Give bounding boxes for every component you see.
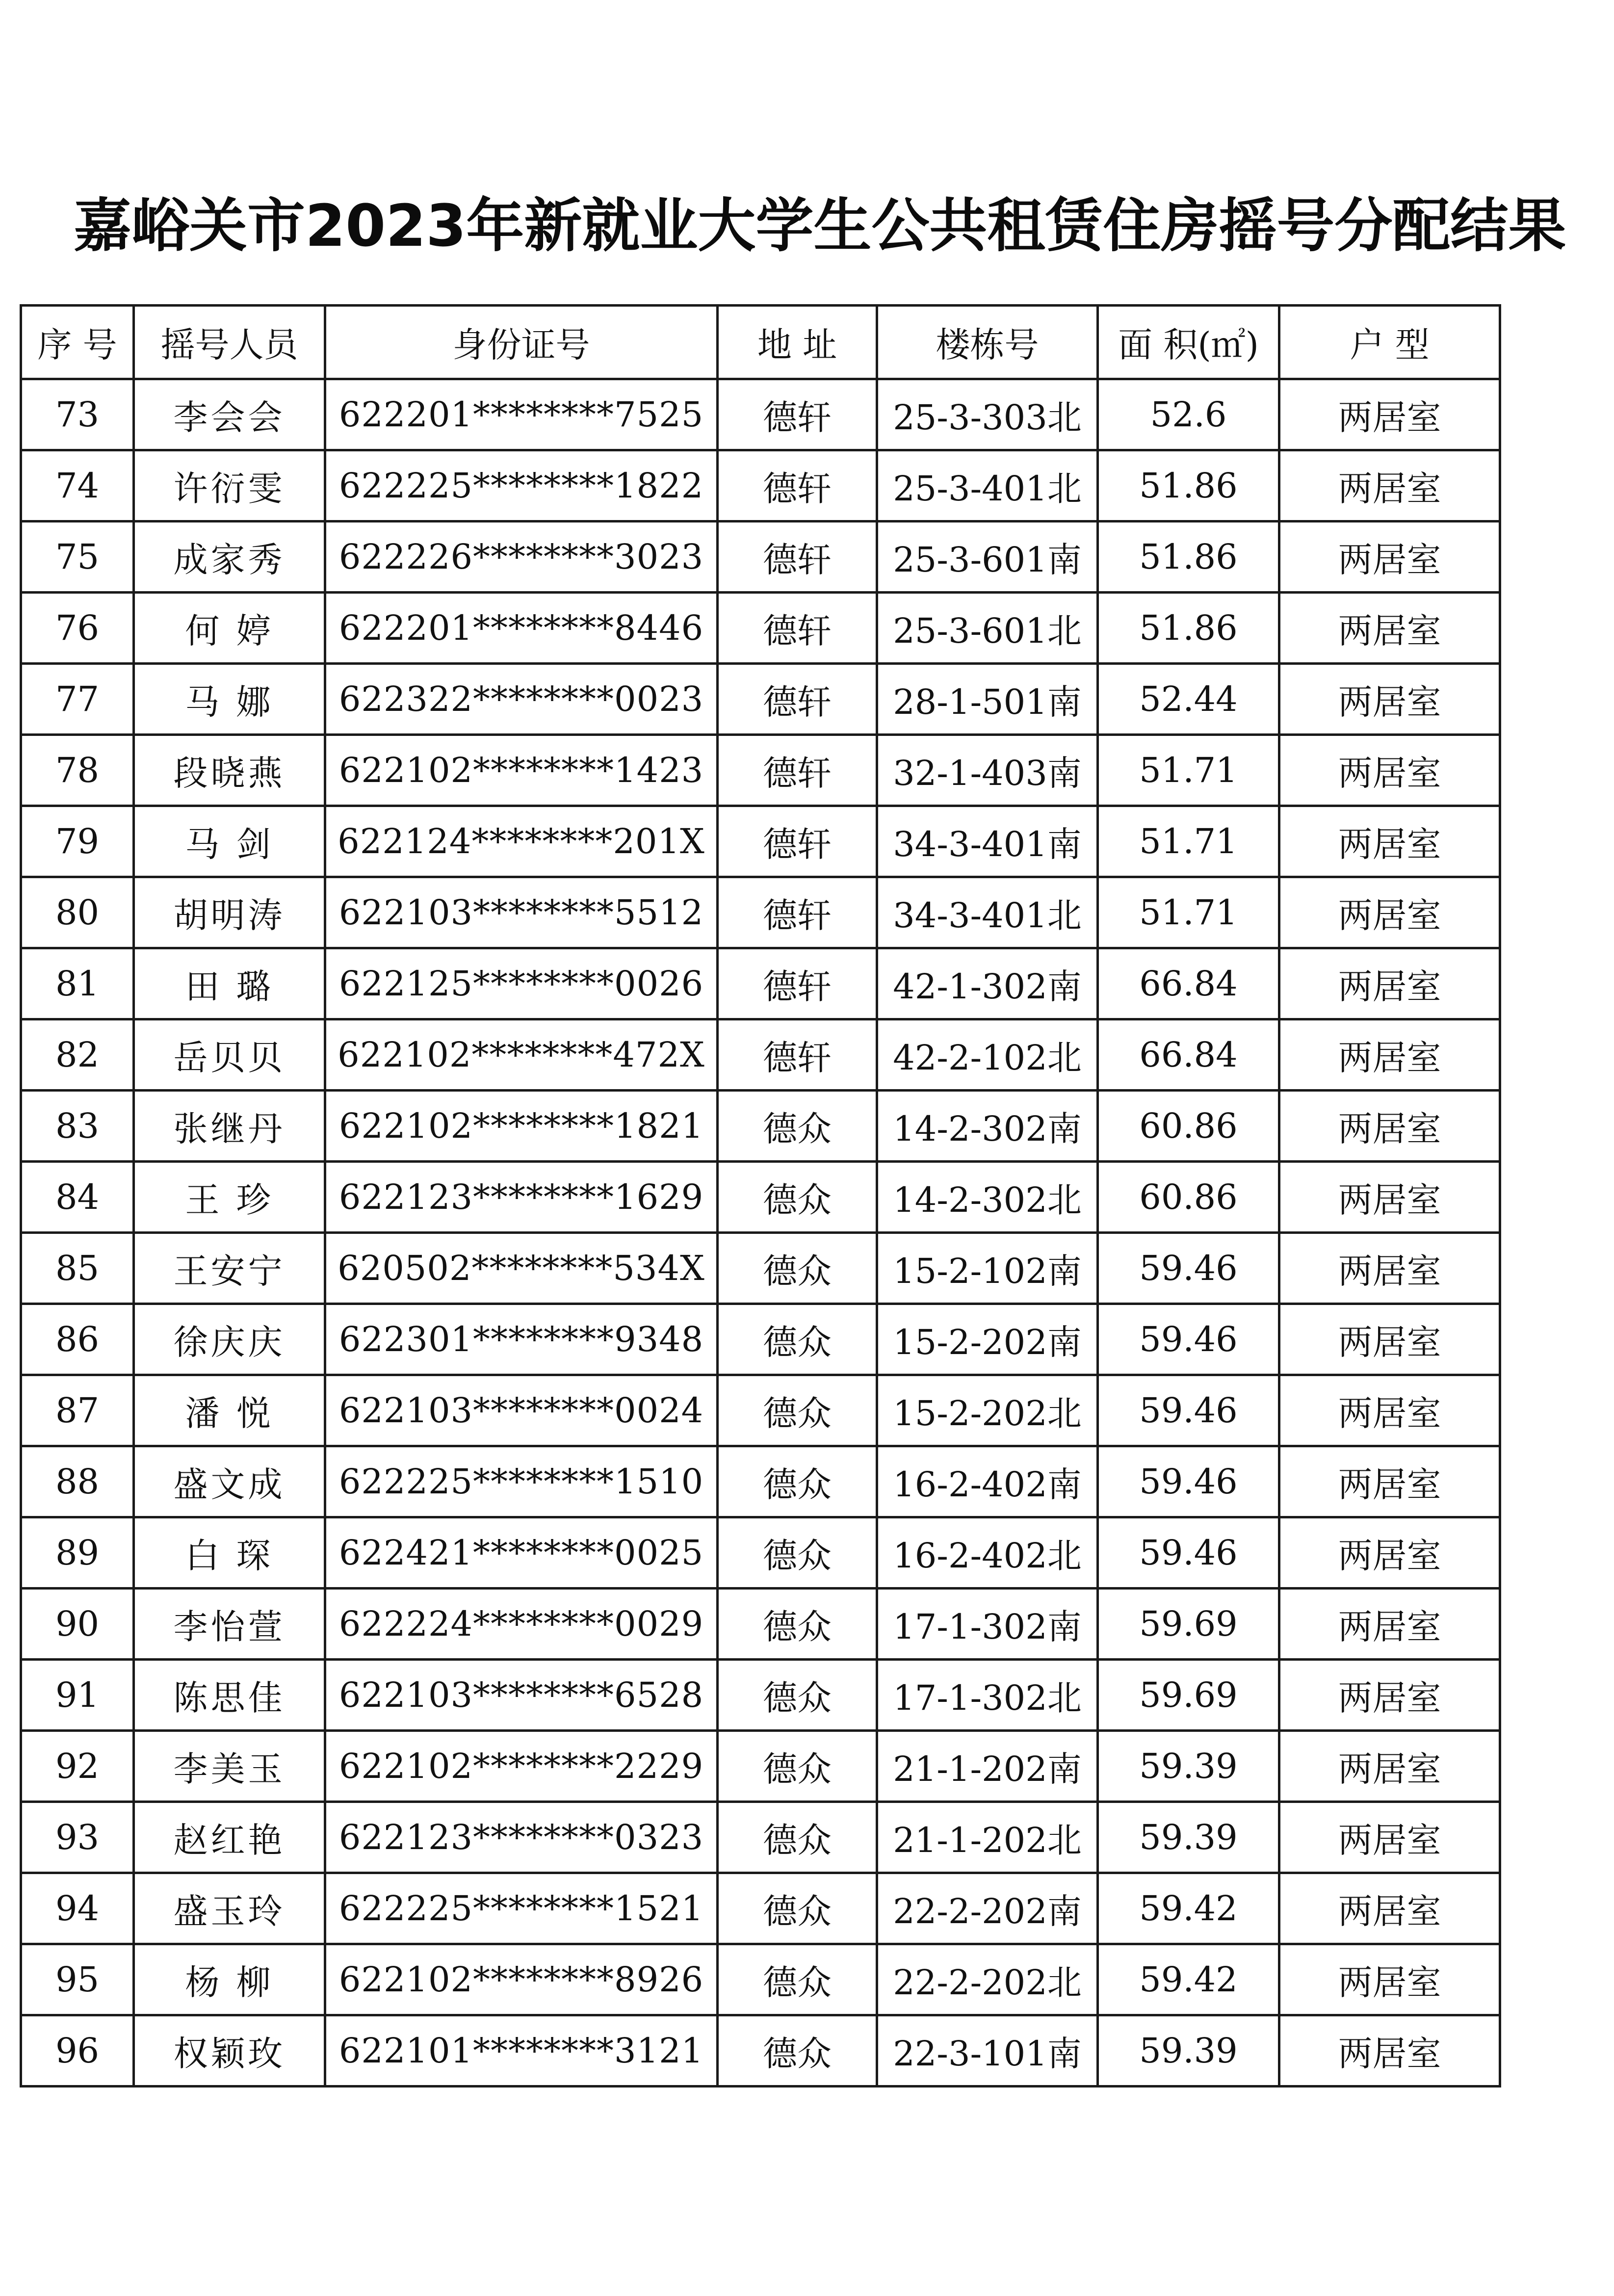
table-row bbox=[21, 1660, 1500, 1731]
cell-building: 15-2-102南 bbox=[877, 1233, 1098, 1304]
cell-id-number: 622102********1423 bbox=[325, 735, 718, 806]
cell-seq: 74 bbox=[21, 450, 134, 522]
cell-seq: 86 bbox=[21, 1304, 134, 1375]
cell-address: 德轩 bbox=[718, 877, 877, 948]
cell-building: 22-2-202北 bbox=[877, 1944, 1098, 2015]
cell-area: 59.69 bbox=[1098, 1660, 1279, 1731]
cell-seq: 73 bbox=[21, 379, 134, 450]
cell-area: 59.42 bbox=[1098, 1873, 1279, 1944]
header-type: 户 型 bbox=[1279, 306, 1500, 379]
cell-address: 德轩 bbox=[718, 806, 877, 877]
cell-id-number: 622124********201X bbox=[325, 806, 718, 877]
cell-building: 15-2-202南 bbox=[877, 1304, 1098, 1375]
table-row bbox=[21, 522, 1500, 593]
table-row bbox=[21, 2015, 1500, 2087]
cell-name: 张继丹 bbox=[134, 1091, 325, 1162]
table-row bbox=[21, 1446, 1500, 1517]
cell-building: 22-3-101南 bbox=[877, 2015, 1098, 2087]
cell-area: 59.46 bbox=[1098, 1446, 1279, 1517]
table-row bbox=[21, 1589, 1500, 1660]
cell-address: 德众 bbox=[718, 1517, 877, 1589]
cell-type: 两居室 bbox=[1279, 664, 1500, 735]
table-row bbox=[21, 806, 1500, 877]
cell-id-number: 622225********1521 bbox=[325, 1873, 718, 1944]
header-id: 身份证号 bbox=[325, 306, 718, 379]
cell-id-number: 622225********1510 bbox=[325, 1446, 718, 1517]
cell-seq: 91 bbox=[21, 1660, 134, 1731]
cell-id-number: 622103********5512 bbox=[325, 877, 718, 948]
cell-area: 52.6 bbox=[1098, 379, 1279, 450]
cell-address: 德轩 bbox=[718, 379, 877, 450]
cell-name: 王 珍 bbox=[134, 1162, 325, 1233]
cell-seq: 88 bbox=[21, 1446, 134, 1517]
cell-area: 59.46 bbox=[1098, 1517, 1279, 1589]
cell-building: 17-1-302北 bbox=[877, 1660, 1098, 1731]
cell-id-number: 622421********0025 bbox=[325, 1517, 718, 1589]
cell-type: 两居室 bbox=[1279, 1660, 1500, 1731]
cell-name: 陈思佳 bbox=[134, 1660, 325, 1731]
cell-type: 两居室 bbox=[1279, 1375, 1500, 1446]
cell-name: 段晓燕 bbox=[134, 735, 325, 806]
cell-name: 许衍雯 bbox=[134, 450, 325, 522]
cell-id-number: 622102********472X bbox=[325, 1019, 718, 1091]
cell-area: 59.39 bbox=[1098, 1731, 1279, 1802]
cell-type: 两居室 bbox=[1279, 593, 1500, 664]
table-body bbox=[21, 379, 1500, 2087]
table-row bbox=[21, 1091, 1500, 1162]
table-row bbox=[21, 1375, 1500, 1446]
cell-seq: 77 bbox=[21, 664, 134, 735]
cell-type: 两居室 bbox=[1279, 1233, 1500, 1304]
cell-building: 16-2-402北 bbox=[877, 1517, 1098, 1589]
cell-seq: 93 bbox=[21, 1802, 134, 1873]
header-area: 面 积(㎡) bbox=[1098, 306, 1279, 379]
cell-name: 成家秀 bbox=[134, 522, 325, 593]
cell-area: 51.71 bbox=[1098, 806, 1279, 877]
cell-id-number: 622301********9348 bbox=[325, 1304, 718, 1375]
cell-name: 权颖玫 bbox=[134, 2015, 325, 2087]
cell-name: 王安宁 bbox=[134, 1233, 325, 1304]
cell-address: 德众 bbox=[718, 1802, 877, 1873]
cell-area: 59.69 bbox=[1098, 1589, 1279, 1660]
table-row bbox=[21, 735, 1500, 806]
cell-seq: 82 bbox=[21, 1019, 134, 1091]
cell-building: 14-2-302南 bbox=[877, 1091, 1098, 1162]
cell-address: 德轩 bbox=[718, 593, 877, 664]
table-row bbox=[21, 450, 1500, 522]
cell-area: 66.84 bbox=[1098, 948, 1279, 1019]
cell-building: 28-1-501南 bbox=[877, 664, 1098, 735]
cell-building: 22-2-202南 bbox=[877, 1873, 1098, 1944]
cell-address: 德众 bbox=[718, 1091, 877, 1162]
cell-address: 德众 bbox=[718, 1944, 877, 2015]
table-row bbox=[21, 1233, 1500, 1304]
header-name: 摇号人员 bbox=[134, 306, 325, 379]
cell-seq: 89 bbox=[21, 1517, 134, 1589]
cell-seq: 83 bbox=[21, 1091, 134, 1162]
cell-name: 岳贝贝 bbox=[134, 1019, 325, 1091]
cell-type: 两居室 bbox=[1279, 1019, 1500, 1091]
table-row bbox=[21, 1731, 1500, 1802]
cell-address: 德众 bbox=[718, 1731, 877, 1802]
cell-type: 两居室 bbox=[1279, 1304, 1500, 1375]
cell-id-number: 622101********3121 bbox=[325, 2015, 718, 2087]
allocation-table bbox=[20, 304, 1501, 2087]
cell-type: 两居室 bbox=[1279, 735, 1500, 806]
cell-area: 60.86 bbox=[1098, 1091, 1279, 1162]
cell-address: 德轩 bbox=[718, 948, 877, 1019]
table-header-row bbox=[21, 306, 1500, 379]
cell-type: 两居室 bbox=[1279, 1944, 1500, 2015]
cell-area: 52.44 bbox=[1098, 664, 1279, 735]
cell-address: 德众 bbox=[718, 1162, 877, 1233]
cell-name: 何 婷 bbox=[134, 593, 325, 664]
cell-id-number: 622224********0029 bbox=[325, 1589, 718, 1660]
cell-area: 59.46 bbox=[1098, 1375, 1279, 1446]
cell-building: 34-3-401北 bbox=[877, 877, 1098, 948]
cell-name: 马 剑 bbox=[134, 806, 325, 877]
cell-name: 马 娜 bbox=[134, 664, 325, 735]
cell-address: 德众 bbox=[718, 1589, 877, 1660]
table-row bbox=[21, 1802, 1500, 1873]
cell-type: 两居室 bbox=[1279, 806, 1500, 877]
cell-seq: 78 bbox=[21, 735, 134, 806]
header-building: 楼栋号 bbox=[877, 306, 1098, 379]
cell-building: 17-1-302南 bbox=[877, 1589, 1098, 1660]
cell-type: 两居室 bbox=[1279, 1517, 1500, 1589]
cell-seq: 87 bbox=[21, 1375, 134, 1446]
cell-name: 赵红艳 bbox=[134, 1802, 325, 1873]
table-row bbox=[21, 593, 1500, 664]
cell-name: 李怡萱 bbox=[134, 1589, 325, 1660]
cell-area: 59.46 bbox=[1098, 1233, 1279, 1304]
cell-seq: 81 bbox=[21, 948, 134, 1019]
cell-building: 25-3-303北 bbox=[877, 379, 1098, 450]
table-row bbox=[21, 1517, 1500, 1589]
table-row bbox=[21, 1873, 1500, 1944]
cell-address: 德众 bbox=[718, 2015, 877, 2087]
header-seq: 序 号 bbox=[21, 306, 134, 379]
cell-id-number: 622123********1629 bbox=[325, 1162, 718, 1233]
cell-id-number: 622226********3023 bbox=[325, 522, 718, 593]
table-row bbox=[21, 1304, 1500, 1375]
cell-id-number: 622201********8446 bbox=[325, 593, 718, 664]
cell-type: 两居室 bbox=[1279, 877, 1500, 948]
cell-type: 两居室 bbox=[1279, 1589, 1500, 1660]
cell-id-number: 622225********1822 bbox=[325, 450, 718, 522]
cell-area: 59.39 bbox=[1098, 2015, 1279, 2087]
cell-id-number: 622102********1821 bbox=[325, 1091, 718, 1162]
cell-seq: 80 bbox=[21, 877, 134, 948]
cell-id-number: 622201********7525 bbox=[325, 379, 718, 450]
header-address: 地 址 bbox=[718, 306, 877, 379]
cell-type: 两居室 bbox=[1279, 2015, 1500, 2087]
cell-address: 德众 bbox=[718, 1375, 877, 1446]
cell-seq: 75 bbox=[21, 522, 134, 593]
cell-area: 60.86 bbox=[1098, 1162, 1279, 1233]
cell-building: 16-2-402南 bbox=[877, 1446, 1098, 1517]
document-title: 嘉峪关市2023年新就业大学生公共租赁住房摇号分配结果 bbox=[74, 192, 1566, 260]
cell-address: 德轩 bbox=[718, 522, 877, 593]
cell-building: 21-1-202北 bbox=[877, 1802, 1098, 1873]
cell-building: 25-3-401北 bbox=[877, 450, 1098, 522]
cell-building: 15-2-202北 bbox=[877, 1375, 1098, 1446]
cell-name: 盛玉玲 bbox=[134, 1873, 325, 1944]
cell-building: 14-2-302北 bbox=[877, 1162, 1098, 1233]
cell-seq: 79 bbox=[21, 806, 134, 877]
cell-area: 51.71 bbox=[1098, 735, 1279, 806]
cell-name: 盛文成 bbox=[134, 1446, 325, 1517]
table-row bbox=[21, 948, 1500, 1019]
cell-type: 两居室 bbox=[1279, 948, 1500, 1019]
cell-area: 66.84 bbox=[1098, 1019, 1279, 1091]
table-row bbox=[21, 1019, 1500, 1091]
cell-building: 32-1-403南 bbox=[877, 735, 1098, 806]
cell-building: 21-1-202南 bbox=[877, 1731, 1098, 1802]
cell-type: 两居室 bbox=[1279, 379, 1500, 450]
cell-area: 51.86 bbox=[1098, 450, 1279, 522]
cell-seq: 84 bbox=[21, 1162, 134, 1233]
cell-id-number: 622102********8926 bbox=[325, 1944, 718, 2015]
cell-seq: 92 bbox=[21, 1731, 134, 1802]
cell-seq: 96 bbox=[21, 2015, 134, 2087]
cell-address: 德轩 bbox=[718, 450, 877, 522]
cell-area: 59.42 bbox=[1098, 1944, 1279, 2015]
cell-area: 59.46 bbox=[1098, 1304, 1279, 1375]
table-row bbox=[21, 1162, 1500, 1233]
cell-name: 白 琛 bbox=[134, 1517, 325, 1589]
cell-name: 李会会 bbox=[134, 379, 325, 450]
cell-building: 25-3-601北 bbox=[877, 593, 1098, 664]
cell-seq: 85 bbox=[21, 1233, 134, 1304]
table-row bbox=[21, 1944, 1500, 2015]
cell-address: 德众 bbox=[718, 1233, 877, 1304]
cell-area: 51.71 bbox=[1098, 877, 1279, 948]
cell-id-number: 622125********0026 bbox=[325, 948, 718, 1019]
cell-seq: 94 bbox=[21, 1873, 134, 1944]
cell-building: 42-2-102北 bbox=[877, 1019, 1098, 1091]
cell-seq: 95 bbox=[21, 1944, 134, 2015]
cell-building: 42-1-302南 bbox=[877, 948, 1098, 1019]
cell-type: 两居室 bbox=[1279, 450, 1500, 522]
cell-name: 李美玉 bbox=[134, 1731, 325, 1802]
cell-type: 两居室 bbox=[1279, 1091, 1500, 1162]
cell-id-number: 622123********0323 bbox=[325, 1802, 718, 1873]
cell-address: 德轩 bbox=[718, 664, 877, 735]
table-row bbox=[21, 877, 1500, 948]
cell-area: 51.86 bbox=[1098, 593, 1279, 664]
cell-type: 两居室 bbox=[1279, 1873, 1500, 1944]
cell-id-number: 622322********0023 bbox=[325, 664, 718, 735]
table-row bbox=[21, 379, 1500, 450]
cell-id-number: 622102********2229 bbox=[325, 1731, 718, 1802]
cell-name: 潘 悦 bbox=[134, 1375, 325, 1446]
cell-building: 25-3-601南 bbox=[877, 522, 1098, 593]
cell-type: 两居室 bbox=[1279, 522, 1500, 593]
cell-name: 胡明涛 bbox=[134, 877, 325, 948]
cell-address: 德众 bbox=[718, 1304, 877, 1375]
cell-address: 德轩 bbox=[718, 735, 877, 806]
cell-name: 徐庆庆 bbox=[134, 1304, 325, 1375]
cell-name: 杨 柳 bbox=[134, 1944, 325, 2015]
cell-building: 34-3-401南 bbox=[877, 806, 1098, 877]
cell-type: 两居室 bbox=[1279, 1731, 1500, 1802]
cell-type: 两居室 bbox=[1279, 1446, 1500, 1517]
cell-type: 两居室 bbox=[1279, 1162, 1500, 1233]
cell-address: 德轩 bbox=[718, 1019, 877, 1091]
cell-id-number: 622103********6528 bbox=[325, 1660, 718, 1731]
cell-address: 德众 bbox=[718, 1660, 877, 1731]
cell-name: 田 璐 bbox=[134, 948, 325, 1019]
cell-id-number: 622103********0024 bbox=[325, 1375, 718, 1446]
table-row bbox=[21, 664, 1500, 735]
cell-area: 51.86 bbox=[1098, 522, 1279, 593]
cell-type: 两居室 bbox=[1279, 1802, 1500, 1873]
cell-seq: 90 bbox=[21, 1589, 134, 1660]
cell-id-number: 620502********534X bbox=[325, 1233, 718, 1304]
cell-seq: 76 bbox=[21, 593, 134, 664]
cell-address: 德众 bbox=[718, 1446, 877, 1517]
cell-area: 59.39 bbox=[1098, 1802, 1279, 1873]
cell-address: 德众 bbox=[718, 1873, 877, 1944]
